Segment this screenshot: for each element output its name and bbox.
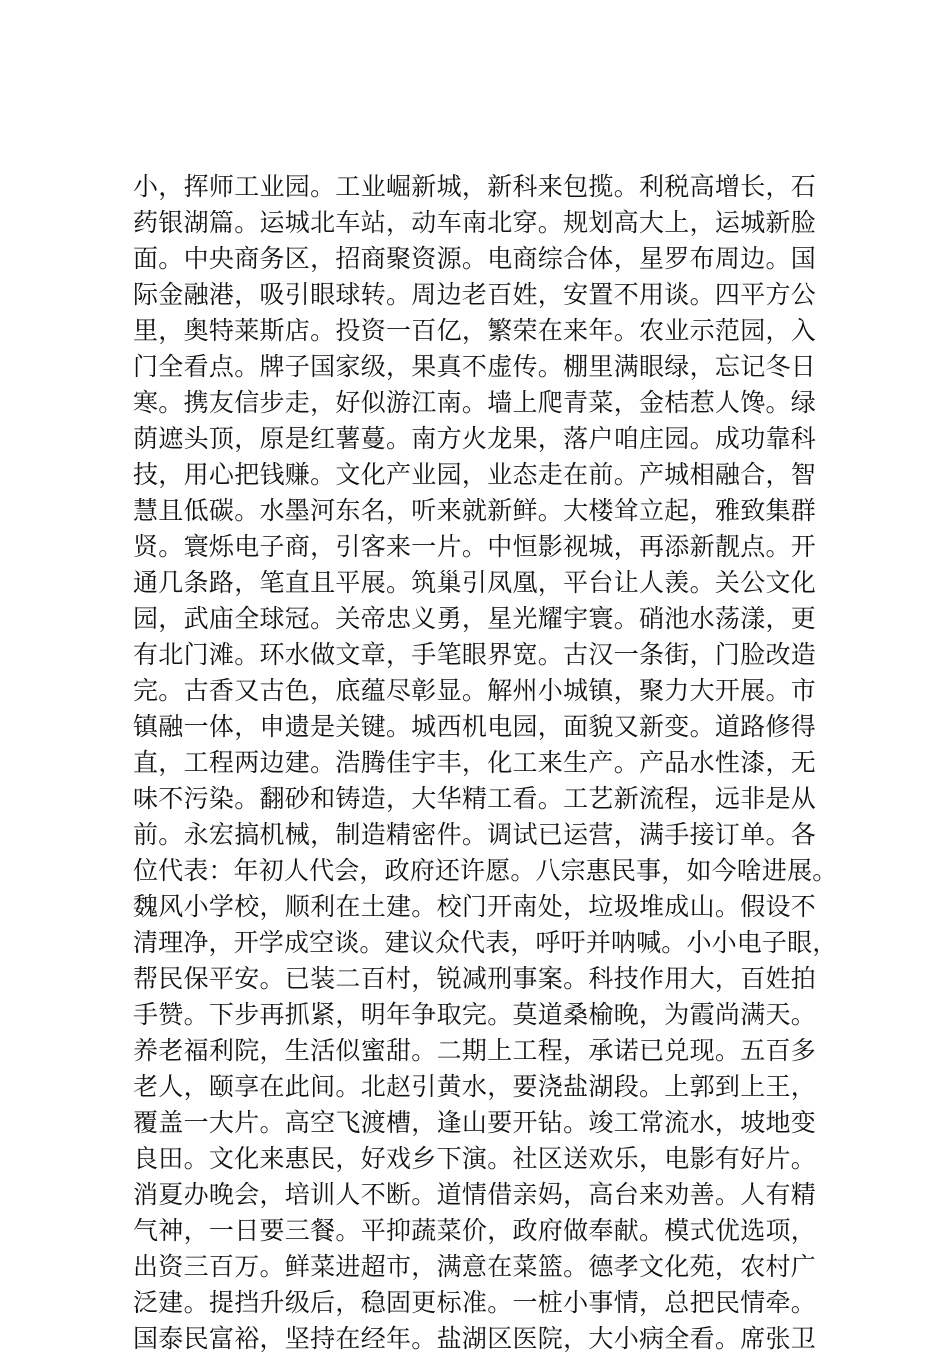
text-line-11: 贤。寰烁电子商，引客来一片。中恒影视城，再添新靓点。开	[133, 532, 817, 561]
text-line-13: 园，武庙全球冠。关帝忠义勇，星光耀宇寰。硝池水荡漾，更	[133, 604, 817, 633]
text-line-3: 面。中央商务区，招商聚资源。电商综合体，星罗布周边。国	[133, 244, 817, 273]
text-line-9: 技，用心把钱赚。文化产业园，业态走在前。产城相融合，智	[133, 460, 817, 489]
text-line-7: 寒。携友信步走，好似游江南。墙上爬青菜，金桔惹人馋。绿	[133, 388, 817, 417]
text-line-22: 清理净，开学成空谈。建议众代表，呼吁并呐喊。小小电子眼，	[133, 928, 838, 957]
text-line-2: 药银湖篇。运城北车站，动车南北穿。规划高大上，运城新脸	[133, 208, 817, 237]
text-line-10: 慧且低碳。水墨河东名，听来就新鲜。大楼耸立起，雅致集群	[133, 496, 817, 525]
text-line-20: 位代表：年初人代会，政府还许愿。八宗惠民事，如今啥进展。	[133, 856, 838, 885]
text-line-31: 出资三百万。鲜菜进超市，满意在菜篮。德孝文化苑，农村广	[133, 1252, 817, 1281]
text-line-17: 直，工程两边建。浩腾佳宇丰，化工来生产。产品水性漆，无	[133, 748, 817, 777]
body-text	[133, 169, 838, 1357]
text-line-30: 气神，一日要三餐。平抑蔬菜价，政府做奉献。模式优选项，	[133, 1216, 817, 1245]
text-line-23: 帮民保平安。已装二百村，锐减刑事案。科技作用大，百姓拍	[133, 964, 817, 993]
text-line-25: 养老福利院，生活似蜜甜。二期上工程，承诺已兑现。五百多	[133, 1036, 817, 1065]
text-line-14: 有北门滩。环水做文章，手笔眼界宽。古汉一条街，门脸改造	[133, 640, 817, 669]
text-line-5: 里，奥特莱斯店。投资一百亿，繁荣在来年。农业示范园，入	[133, 316, 817, 345]
text-line-28: 良田。文化来惠民，好戏乡下演。社区送欢乐，电影有好片。	[133, 1144, 817, 1173]
text-line-24: 手赞。下步再抓紧，明年争取完。莫道桑榆晚，为霞尚满天。	[133, 1000, 817, 1029]
text-line-4: 际金融港，吸引眼球转。周边老百姓，安置不用谈。四平方公	[133, 280, 817, 309]
text-line-6: 门全看点。牌子国家级，果真不虚传。棚里满眼绿，忘记冬日	[133, 352, 817, 381]
text-line-1: 小，挥师工业园。工业崛新城，新科来包揽。利税高增长，石	[133, 172, 817, 201]
text-line-15: 完。古香又古色，底蕴尽彰显。解州小城镇，聚力大开展。市	[133, 676, 817, 705]
text-line-18: 味不污染。翻砂和铸造，大华精工看。工艺新流程，远非是从	[133, 784, 817, 813]
text-line-19: 前。永宏搞机械，制造精密件。调试已运营，满手接订单。各	[133, 820, 817, 849]
text-line-27: 覆盖一大片。高空飞渡槽，逢山要开钻。竣工常流水，坡地变	[133, 1108, 817, 1137]
text-line-32: 泛建。提挡升级后，稳固更标准。一桩小事情，总把民情牵。	[133, 1288, 817, 1317]
text-line-16: 镇融一体，申遗是关键。城西机电园，面貌又新变。道路修得	[133, 712, 817, 741]
text-line-12: 通几条路，笔直且平展。筑巢引凤凰，平台让人羡。关公文化	[133, 568, 817, 597]
text-line-8: 荫遮头顶，原是红薯蔓。南方火龙果，落户咱庄园。成功靠科	[133, 424, 817, 453]
text-line-29: 消夏办晚会，培训人不断。道情借亲妈，高台来劝善。人有精	[133, 1180, 817, 1209]
text-line-33: 国泰民富裕，坚持在经年。盐湖区医院，大小病全看。席张卫	[133, 1324, 817, 1353]
text-line-26: 老人，颐享在此间。北赵引黄水，要浇盐湖段。上郭到上王，	[133, 1072, 817, 1101]
text-line-21: 魏风小学校，顺利在土建。校门开南处，垃圾堆成山。假设不	[133, 892, 817, 921]
